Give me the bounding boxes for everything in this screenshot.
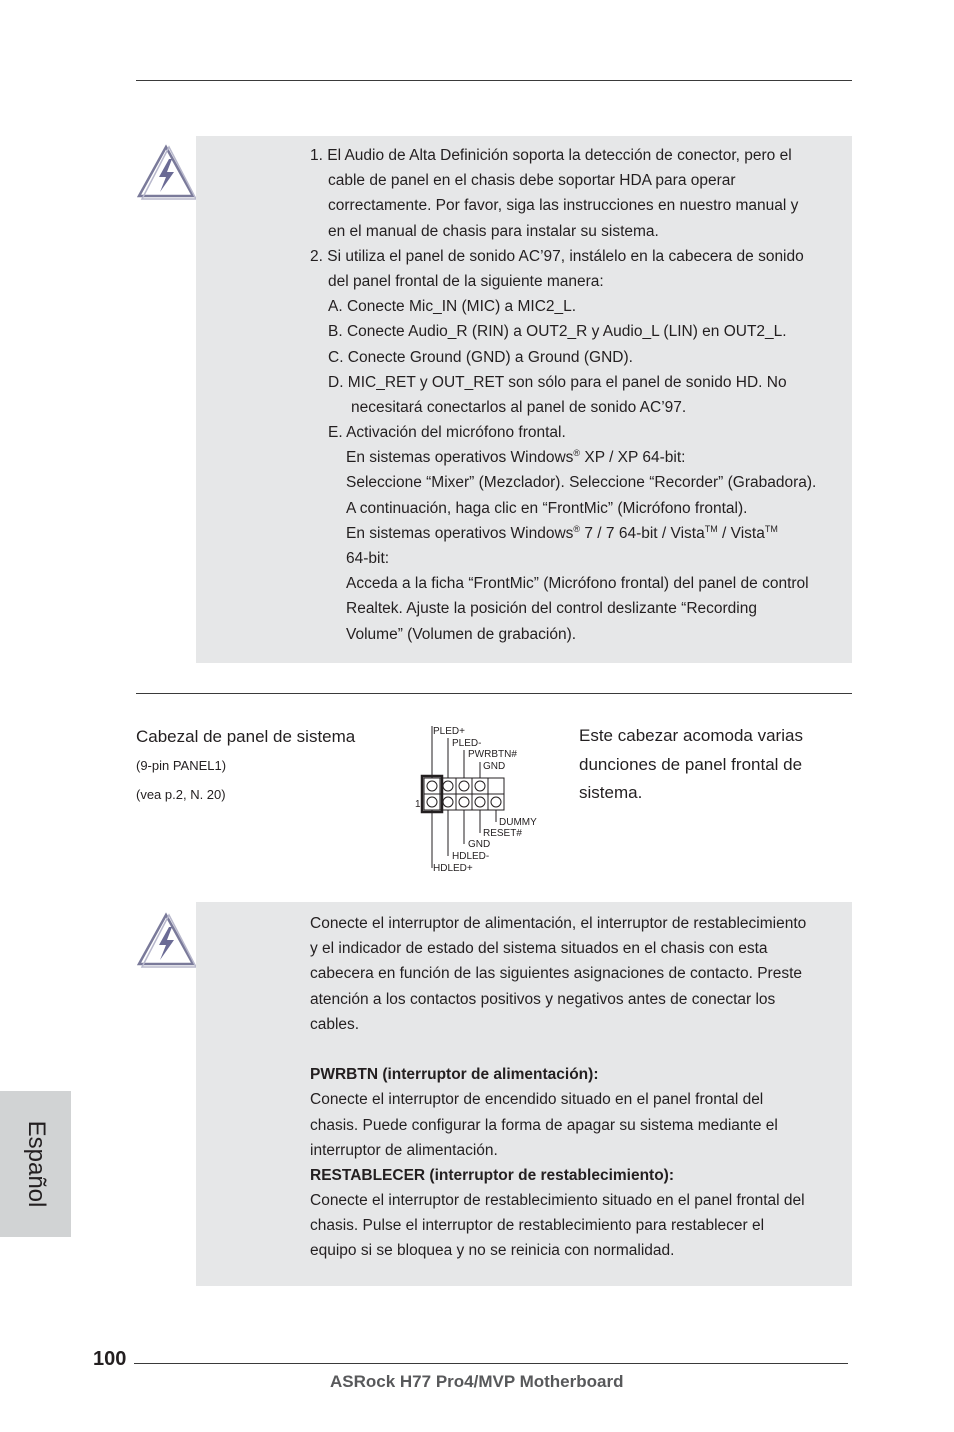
section-description <box>579 722 854 808</box>
pin-label-reset: RESET# <box>483 828 522 839</box>
pin-label-pwrbtn: PWRBTN# <box>468 749 517 760</box>
reset-heading <box>310 1163 855 1188</box>
note1-line: C. Conecte Ground (GND) a Ground (GND). <box>328 348 633 366</box>
reset-line: equipo si se bloquea y no se reinicia con normalidad. <box>310 1242 675 1260</box>
warning-icon <box>136 912 196 968</box>
description-line: sistema. <box>579 783 643 802</box>
registered-mark: ® <box>573 448 581 459</box>
mixer-line: Seleccione “Mixer” (Mezclador). Seleccione “Recorder” (Grabadora). <box>346 474 817 492</box>
footer-title: ASRock H77 Pro4/MVP Motherboard <box>330 1372 624 1391</box>
pin-label-hdled-minus: HDLED- <box>452 851 490 862</box>
trademark-mark: TM <box>764 523 778 534</box>
note1-line: en el manual de chasis para instalar su sistema. <box>328 222 659 240</box>
note1-line: necesitará conectarlos al panel de sonido AC’97. <box>351 398 687 416</box>
win7-line <box>310 521 855 546</box>
final-line: Acceda a la ficha “FrontMic” (Micrófono frontal) del panel de control <box>346 575 809 593</box>
pwrbtn-line: Conecte el interruptor de encendido situado en el panel frontal del <box>310 1091 764 1109</box>
note2-line: Conecte el interruptor de alimentación, el interruptor de restablecimiento <box>310 915 807 932</box>
win-xp-pre: En sistemas operativos Windows <box>346 449 574 467</box>
pin-label-pled-minus: PLED- <box>452 738 482 749</box>
spacer <box>310 1037 855 1062</box>
warning-icon <box>136 144 196 200</box>
pwrbtn-heading <box>310 1062 855 1087</box>
note2-line: cables. <box>310 1015 360 1033</box>
pin-label-1: 1 <box>415 799 421 810</box>
reset-line: chasis. Pulse el interruptor de restablecimiento para restablecer el <box>310 1217 765 1235</box>
win-xp-post: XP / XP 64-bit: <box>580 449 686 467</box>
section-rule <box>136 693 852 694</box>
win-xp-line <box>310 445 855 470</box>
pwrbtn-heading-text: PWRBTN (interruptor de alimentación): <box>310 1066 599 1084</box>
note1-line: D. MIC_RET y OUT_RET son sólo para el panel de sonido HD. No <box>328 373 787 391</box>
note1-line: E. Activación del micrófono frontal. <box>328 424 566 442</box>
win7-slash: / Vista <box>717 524 765 542</box>
pwrbtn-line: interruptor de alimentación. <box>310 1141 498 1159</box>
reset-line: Conecte el interruptor de restablecimiento situado en el panel frontal del <box>310 1192 805 1210</box>
win7-mid: 7 / 7 64-bit / Vista <box>580 524 705 542</box>
note1-line: cable de panel en el chasis debe soportar HDA para operar <box>328 172 736 190</box>
note1-line: correctamente. Por favor, siga las instrucciones en nuestro manual y <box>328 197 799 215</box>
page-number: 100 <box>93 1348 127 1370</box>
pwrbtn-line: chasis. Puede configurar la forma de apagar su sistema mediante el <box>310 1116 778 1134</box>
note1-line: 1. El Audio de Alta Definición soporta la detección de conector, pero el <box>310 147 792 164</box>
description-line: Este cabezar acomoda varias <box>579 726 803 745</box>
note1-line: 2. Si utiliza el panel de sonido AC’97, instálelo en la cabecera de sonido <box>310 247 804 265</box>
language-tab <box>0 1091 71 1237</box>
top-rule <box>136 80 852 81</box>
frontmic-line: A continuación, haga clic en “FrontMic” (Micrófono frontal). <box>346 499 748 517</box>
page-reference: (vea p.2, N. 20) <box>136 787 226 802</box>
language-tab-label: Español <box>22 1120 50 1208</box>
note2-line: y el indicador de estado del sistema situados en el chasis con esta <box>310 940 768 958</box>
trademark-mark: TM <box>704 523 718 534</box>
panel-note-text <box>310 911 855 1264</box>
pin-label-pled-plus: PLED+ <box>433 726 465 737</box>
win7-pre: En sistemas operativos Windows <box>346 524 574 542</box>
pin-label-hdled-plus: HDLED+ <box>433 863 473 874</box>
note1-line: A. Conecte Mic_IN (MIC) a MIC2_L. <box>328 298 577 316</box>
pin-label-dummy: DUMMY <box>499 817 537 828</box>
reset-heading-text: RESTABLECER (interruptor de restablecimiento): <box>310 1166 675 1184</box>
audio-note-text <box>310 143 855 647</box>
note2-line: atención a los contactos positivos y negativos antes de conectar los <box>310 990 776 1008</box>
note2-line: cabecera en función de las siguientes asignaciones de contacto. Preste <box>310 965 803 983</box>
win7-64bit-line: 64-bit: <box>346 550 390 567</box>
note1-line: B. Conecte Audio_R (RIN) a OUT2_R y Audio_L (LIN) en OUT2_L. <box>328 323 787 341</box>
footer-rule <box>134 1363 848 1364</box>
pin-label-gnd-bottom: GND <box>468 839 491 850</box>
final-line: Realtek. Ajuste la posición del control deslizante “Recording <box>346 600 757 618</box>
registered-mark: ® <box>573 523 581 534</box>
pin-info: (9-pin PANEL1) <box>136 758 227 773</box>
note1-line: del panel frontal de la siguiente manera: <box>328 272 604 290</box>
panel-header-diagram <box>410 720 550 875</box>
final-line: Volume” (Volumen de grabación). <box>346 625 577 643</box>
description-line: dunciones de panel frontal de <box>579 754 803 774</box>
section-title: Cabezal de panel de sistema <box>136 727 356 746</box>
pin-label-gnd-top: GND <box>483 761 506 772</box>
